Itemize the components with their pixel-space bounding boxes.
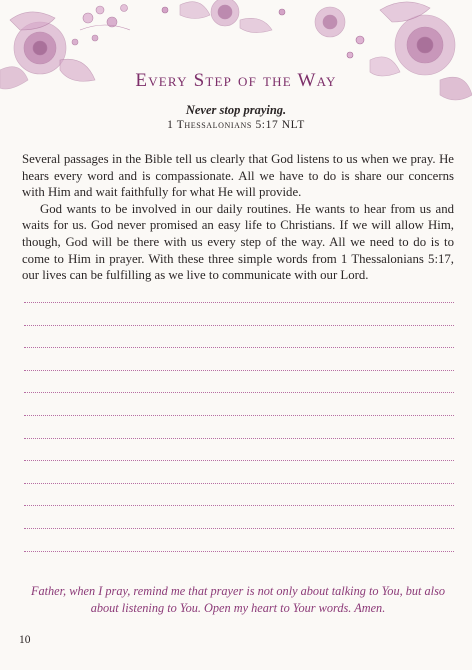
journal-line[interactable] bbox=[24, 551, 454, 552]
body-paragraph: God wants to be involved in our daily routines. He wants to hear from us and waits for us. God never promised an easy life to Christians. If we will allow Him, though, God will be there with us every step of the way. All we need to do is to come to Him in prayer. With these three simple words from 1 Thessalonians 5:17, our lives can be fulfilling as we live to communicate with our Lord. bbox=[22, 201, 454, 283]
journal-line[interactable] bbox=[24, 438, 454, 439]
floral-border-illustration bbox=[0, 0, 472, 120]
page-number: 10 bbox=[19, 634, 31, 646]
journal-line[interactable] bbox=[24, 302, 454, 303]
page-title: Every Step of the Way bbox=[135, 70, 337, 91]
verse-quote: Never stop praying. bbox=[185, 103, 287, 117]
verse-reference: 1 Thessalonians 5:17 NLT bbox=[167, 119, 305, 131]
closing-prayer: Father, when I pray, remind me that prayer is not only about talking to You, but also about listening to You. Open my heart to Your words. Amen. bbox=[30, 584, 446, 615]
journal-line[interactable] bbox=[24, 460, 454, 461]
journal-line[interactable] bbox=[24, 325, 454, 326]
journal-line[interactable] bbox=[24, 370, 454, 371]
journal-line[interactable] bbox=[24, 505, 454, 506]
devotional-body bbox=[22, 151, 454, 284]
top-center-flower-icon bbox=[162, 0, 285, 33]
journal-line[interactable] bbox=[24, 483, 454, 484]
body-paragraph: Several passages in the Bible tell us clearly that God listens to us when we pray. He hears every word and is compassionate. All we have to do is share our concerns with Him and wait faithfully for what He will provide. bbox=[22, 152, 454, 200]
journal-line[interactable] bbox=[24, 415, 454, 416]
journal-line[interactable] bbox=[24, 347, 454, 348]
journal-line[interactable] bbox=[24, 392, 454, 393]
journal-line[interactable] bbox=[24, 528, 454, 529]
top-left-sprig-icon bbox=[72, 5, 130, 46]
